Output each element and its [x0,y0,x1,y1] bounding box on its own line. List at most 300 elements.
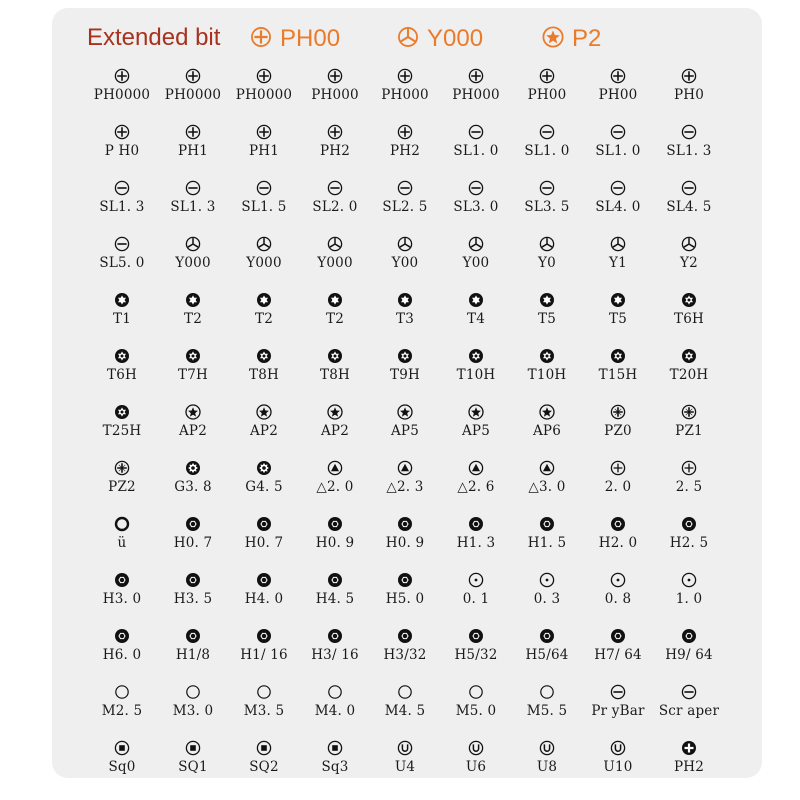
slotted-icon [224,180,304,196]
pozidriv-icon [649,404,729,420]
triangle-icon [507,460,587,476]
bit-cell [365,684,445,719]
bit-cell [649,124,729,159]
bit-label: H1/8 [175,647,211,663]
pentalobe-icon [295,404,375,420]
bit-label: 0. 8 [604,591,632,607]
bit-cell [365,572,445,607]
bit-label: H7/ 64 [594,647,642,663]
bit-label: H1/ 16 [240,647,288,663]
bit-cell [578,348,658,383]
bit-label: T5 [609,311,627,327]
bit-label: H4. 0 [244,591,284,607]
ring-icon [224,684,304,700]
gear-bit-icon [224,460,304,476]
bit-cell [82,236,162,271]
bit-cell [578,236,658,271]
bit-label: H3. 5 [173,591,213,607]
tri-wing-icon [365,236,445,252]
torx-hole-icon [82,404,162,420]
square-icon [153,740,233,756]
hex-icon [436,516,516,532]
bit-cell [436,404,516,439]
bit-label: SL1. 3 [99,199,145,215]
pentalobe-icon [153,404,233,420]
bit-cell [507,516,587,551]
bit-label: Y00 [462,255,490,271]
bit-label: AP5 [461,423,491,439]
pozidriv-icon [578,404,658,420]
torx-icon [365,292,445,308]
bit-cell [153,292,233,327]
bit-label: SL3. 5 [524,199,570,215]
bit-cell [153,628,233,663]
torx-icon [153,292,233,308]
bit-cell [224,516,304,551]
bit-label: H5/32 [454,647,498,663]
bit-label: H5/64 [525,647,569,663]
ring-icon [365,684,445,700]
pentalobe-icon [436,404,516,420]
bit-cell [578,292,658,327]
square-icon [224,740,304,756]
bit-label: SL4. 5 [666,199,712,215]
torx-hole-icon [295,348,375,364]
bit-label: PZ2 [108,479,136,495]
bit-cell [578,516,658,551]
bit-cell [436,460,516,495]
bit-label: Y000 [317,255,353,271]
bit-label: SL1. 0 [595,143,641,159]
bit-cell [82,628,162,663]
slotted-icon [436,180,516,196]
bit-label: M4. 0 [314,703,356,719]
bit-label: AP2 [249,423,279,439]
phillips-icon [649,68,729,84]
bit-label: SL5. 0 [99,255,145,271]
bit-cell [82,180,162,215]
bit-label: H1. 3 [456,535,496,551]
legend-label-tri-wing: Y000 [427,25,484,52]
bit-label: SL2. 5 [382,199,428,215]
bit-cell [224,460,304,495]
hex-icon [153,628,233,644]
bit-label: H2. 5 [669,535,709,551]
bit-cell [578,180,658,215]
bit-cell [436,740,516,775]
bit-cell [436,292,516,327]
bit-label: △2. 0 [316,479,354,495]
bit-cell [224,236,304,271]
bit-label: SL1. 0 [453,143,499,159]
bit-cell [295,124,375,159]
torx-icon [578,292,658,308]
bit-cell [224,684,304,719]
bit-label: PH2 [319,143,351,159]
phillips-icon [365,124,445,140]
hex-icon [82,572,162,588]
ring-icon [82,684,162,700]
hex-icon [82,628,162,644]
phillips-icon [365,68,445,84]
bit-cell [224,628,304,663]
hex-icon [436,628,516,644]
bit-label: SL1. 5 [241,199,287,215]
bit-cell [365,740,445,775]
hex-icon [224,628,304,644]
bit-cell [153,460,233,495]
u-icon [436,740,516,756]
torx-icon [82,292,162,308]
bit-label: △2. 3 [386,479,424,495]
bit-cell [578,460,658,495]
bit-label: U10 [603,759,633,775]
bit-label: T8H [249,367,279,383]
bit-cell [365,68,445,103]
bit-cell [295,684,375,719]
bit-label: Sq0 [108,759,136,775]
bit-label: PH000 [311,87,359,103]
bit-cell [649,460,729,495]
bit-label: T2 [326,311,344,327]
bit-label: H5. 0 [385,591,425,607]
bit-cell [365,404,445,439]
ring-icon [436,684,516,700]
phillips-icon [224,124,304,140]
bit-label: H0. 9 [385,535,425,551]
bit-cell [436,684,516,719]
bit-label: AP2 [320,423,350,439]
bit-cell [82,740,162,775]
bit-label: U8 [536,759,558,775]
bit-label: T8H [320,367,350,383]
bit-cell [436,572,516,607]
slotted-icon [82,180,162,196]
bit-label: T15H [598,367,638,383]
bit-cell [295,628,375,663]
bit-cell [436,180,516,215]
bit-label: T6H [674,311,704,327]
bit-cell [153,348,233,383]
square-icon [295,740,375,756]
bit-label: Y2 [680,255,698,271]
square-icon [82,740,162,756]
bit-cell [649,292,729,327]
hex-icon [649,516,729,532]
bit-label: AP5 [390,423,420,439]
bit-cell [153,68,233,103]
bit-label: T10H [456,367,496,383]
bit-label: PZ0 [604,423,632,439]
bit-label: T5 [538,311,556,327]
bit-label: Y000 [246,255,282,271]
hex-icon [649,628,729,644]
bit-cell [365,236,445,271]
bit-cell [507,348,587,383]
torx-hole-icon [365,348,445,364]
bit-cell [153,124,233,159]
tri-wing-icon [436,236,516,252]
slotted-icon [82,236,162,252]
bit-label: Sq3 [321,759,349,775]
torx-hole-icon [82,348,162,364]
bit-cell [649,236,729,271]
hex-icon [224,572,304,588]
bit-label: PH0000 [164,87,222,103]
torx-hole-icon [578,348,658,364]
bit-label: AP6 [532,423,562,439]
bit-cell [153,572,233,607]
bit-cell [224,292,304,327]
bit-label: H0. 9 [315,535,355,551]
dot-circle-icon [436,572,516,588]
bit-cell [436,628,516,663]
bit-label: AP2 [178,423,208,439]
bit-label: H4. 5 [315,591,355,607]
slotted-icon [295,180,375,196]
bit-label: H6. 0 [102,647,142,663]
bit-cell [507,572,587,607]
tri-wing-icon [507,236,587,252]
bit-label: Pr yBar [591,703,645,719]
bit-cell [649,740,729,775]
bit-cell [436,68,516,103]
bit-cell [295,348,375,383]
bit-cell [82,684,162,719]
bit-label: 2. 5 [675,479,703,495]
phillips-icon [82,124,162,140]
bit-label: SL1. 3 [170,199,216,215]
hex-icon [507,628,587,644]
bit-label: SQ2 [249,759,279,775]
bit-cell [649,516,729,551]
bit-cell [436,516,516,551]
bit-cell [295,68,375,103]
bit-cell [224,180,304,215]
slotted-icon [507,124,587,140]
bit-label: T4 [467,311,485,327]
bit-cell [153,684,233,719]
hex-icon [507,516,587,532]
bit-cell [507,684,587,719]
bit-cell [295,572,375,607]
bit-label: PH1 [177,143,209,159]
pentalobe-icon [224,404,304,420]
phillips-icon [578,68,658,84]
bit-cell [507,292,587,327]
bit-label: M2. 5 [101,703,143,719]
ring-icon [507,684,587,700]
bit-label: T9H [390,367,420,383]
bit-label: Scr aper [658,703,720,719]
bit-cell [365,516,445,551]
bit-label: M3. 5 [243,703,285,719]
bit-label: G3. 8 [174,479,212,495]
torx-icon [224,292,304,308]
bit-label: Y1 [609,255,627,271]
bit-label: Y000 [175,255,211,271]
torx-hole-icon [507,348,587,364]
bit-cell [295,236,375,271]
bit-cell [295,292,375,327]
bit-cell [82,516,162,551]
bit-cell [578,684,658,719]
torx-hole-icon [224,348,304,364]
slotted-icon [649,124,729,140]
bit-label: H3/32 [383,647,427,663]
phillips-icon [295,124,375,140]
bit-label: 2. 0 [604,479,632,495]
bit-cell [365,180,445,215]
bit-label: SL3. 0 [453,199,499,215]
bit-cell [82,404,162,439]
bit-cell [578,740,658,775]
bit-cell [507,68,587,103]
bit-cell [507,124,587,159]
slotted-icon [649,180,729,196]
ring-bold-icon [82,516,162,532]
legend-label-phillips: PH00 [280,25,341,52]
bit-label: T3 [396,311,414,327]
dot-circle-icon [507,572,587,588]
bit-cell [649,180,729,215]
bit-label: SQ1 [178,759,208,775]
bit-cell [436,124,516,159]
bit-cell [295,404,375,439]
phillips-icon [82,68,162,84]
bit-cell [295,180,375,215]
bit-cell [649,404,729,439]
bit-label: ü [117,535,127,551]
hex-icon [153,572,233,588]
phillips-icon [153,124,233,140]
hex-icon [365,516,445,532]
hex-icon [578,516,658,532]
bit-cell [507,740,587,775]
ring-icon [295,684,375,700]
phillips-icon [507,68,587,84]
u-icon [365,740,445,756]
bit-label: SL1. 3 [666,143,712,159]
bit-cell [507,628,587,663]
slotted-icon [649,684,729,700]
bit-label: M5. 0 [455,703,497,719]
bit-label: M5. 5 [526,703,568,719]
bit-label: PH000 [381,87,429,103]
bit-cell [153,180,233,215]
bit-cell [153,516,233,551]
bit-label: SL2. 0 [312,199,358,215]
torx-hole-icon [649,348,729,364]
hex-icon [365,628,445,644]
tri-wing-icon [295,236,375,252]
bit-label: U6 [465,759,487,775]
hex-icon [295,572,375,588]
torx-hole-icon [436,348,516,364]
bit-cell [649,684,729,719]
bit-cell [224,740,304,775]
bit-cell [82,460,162,495]
torx-icon [436,292,516,308]
bit-label: T2 [255,311,273,327]
slotted-icon [365,180,445,196]
bit-label: T6H [107,367,137,383]
bit-cell [153,740,233,775]
phillips-icon [224,68,304,84]
chart-title: Extended bit [87,24,221,51]
triangle-icon [365,460,445,476]
slotted-icon [153,180,233,196]
bit-cell [365,124,445,159]
bit-cell [365,348,445,383]
bit-cell [82,348,162,383]
bit-label: H0. 7 [244,535,284,551]
bit-cell [224,68,304,103]
dot-circle-icon [578,572,658,588]
slotted-icon [436,124,516,140]
bit-cell [224,572,304,607]
bit-cell [578,404,658,439]
bit-cell [365,460,445,495]
gear-bit-icon [153,460,233,476]
bit-label: PH0000 [93,87,151,103]
bit-label: H3/ 16 [311,647,359,663]
hex-icon [365,572,445,588]
pozidriv-icon [82,460,162,476]
cross-icon [578,460,658,476]
pentalobe-icon [365,404,445,420]
u-icon [578,740,658,756]
torx-hole-icon [649,292,729,308]
bit-label: T20H [669,367,709,383]
bit-label: PH0 [673,87,705,103]
bit-cell [82,68,162,103]
bit-label: PH0000 [235,87,293,103]
bit-cell [578,572,658,607]
tri-wing-icon [649,236,729,252]
bit-label: PH00 [598,87,638,103]
bit-cell [649,68,729,103]
phillips-icon [153,68,233,84]
bit-cell [649,572,729,607]
bit-label: H0. 7 [173,535,213,551]
tri-wing-icon [578,236,658,252]
bit-cell [649,628,729,663]
bit-label: 0. 1 [462,591,490,607]
bit-label: T2 [184,311,202,327]
bit-cell [295,516,375,551]
bit-label: SL4. 0 [595,199,641,215]
triangle-icon [295,460,375,476]
hex-icon [578,628,658,644]
bit-label: △2. 6 [457,479,495,495]
bit-label: PH00 [527,87,567,103]
bit-label: 1. 0 [675,591,703,607]
bit-cell [578,68,658,103]
bit-label: H2. 0 [598,535,638,551]
hex-icon [224,516,304,532]
phillips-icon [295,68,375,84]
dot-circle-icon [649,572,729,588]
slotted-icon [507,180,587,196]
bit-label: PH000 [452,87,500,103]
legend-label-pentalobe: P2 [572,25,602,52]
bit-cell [507,460,587,495]
bit-label: PZ1 [675,423,703,439]
bit-label: U4 [394,759,416,775]
bit-cell [578,628,658,663]
bit-cell [507,236,587,271]
